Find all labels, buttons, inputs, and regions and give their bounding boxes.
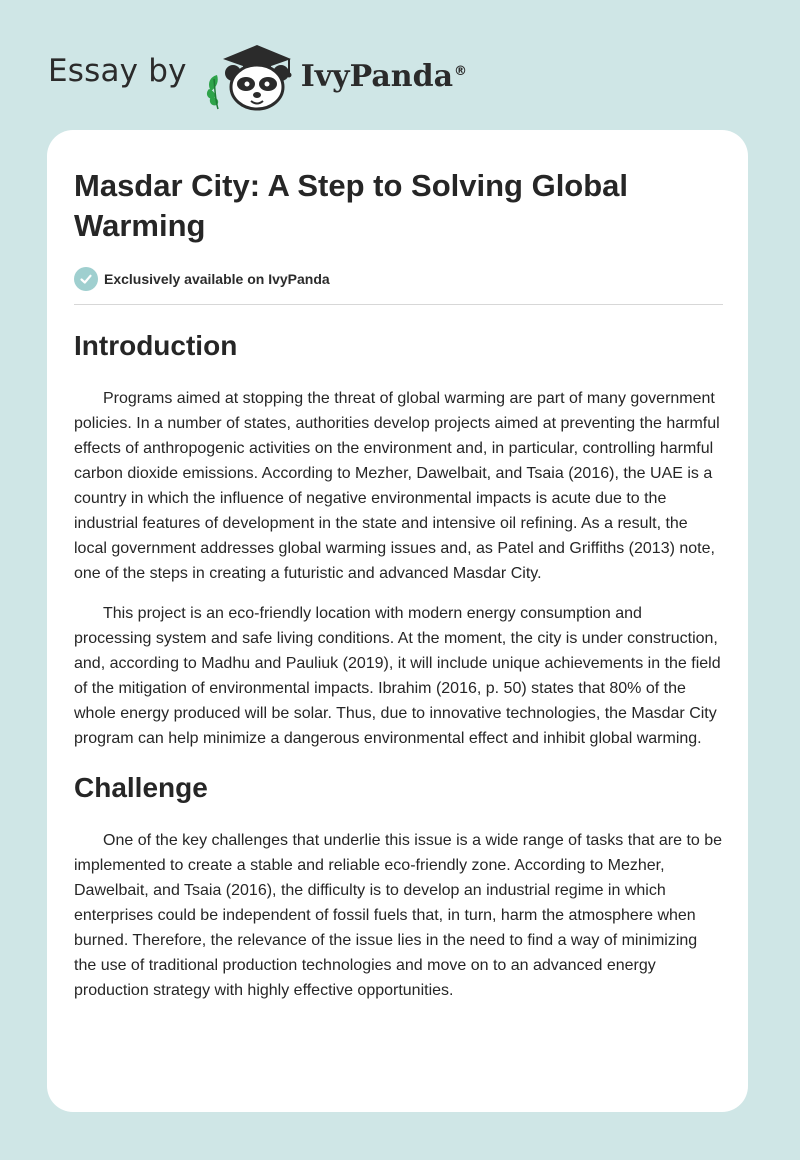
section-heading: Introduction (74, 330, 238, 361)
registered-mark: ® (454, 63, 468, 79)
leaf-icon (207, 75, 218, 109)
site-header (48, 36, 467, 116)
essay-content (74, 166, 723, 1018)
section-heading: Challenge (74, 772, 208, 803)
exclusive-badge (74, 267, 723, 305)
exclusive-label: Exclusively available on IvyPanda (104, 271, 330, 287)
essay-card (47, 130, 748, 1112)
section-introduction (74, 329, 723, 751)
brand-name[interactable] (301, 59, 467, 94)
paragraph: This project is an eco-friendly location with modern energy consumption and processing system and safe living conditions. At the moment, the city is under construction, and, according to Madhu and Pauliuk (2019), it will include unique achievements in the field of the mitigation of environmental impacts. Ibrahim (2016, p. 50) states that 80% of the whole energy produced will be solar. Thus, due to innovative technologies, the Masdar City program can help minimize a dangerous environmental effect and inhibit global warming. (74, 605, 721, 747)
panda-logo-icon[interactable] (205, 39, 299, 113)
brand-name-text: IvyPanda (300, 58, 454, 94)
brand-prefix: Essay by (48, 53, 187, 89)
paragraph: One of the key challenges that underlie this issue is a wide range of tasks that are to be implemented to create a stable and reliable eco-friendly zone. According to Mezher, Dawelbait, and Tsaia (2016), the difficulty is to develop an industrial regime in which enterprises could be independent of fossil fuels that, in turn, harm the atmosphere when burned. Therefore, the relevance of the issue lies in the need to find a way of minimizing the use of traditional production technologies and move on to an advanced energy production strategy with highly effective opportunities. (74, 832, 723, 999)
essay-title: Masdar City: A Step to Solving Global Warming (74, 168, 629, 243)
checkmark-icon (74, 267, 98, 291)
paragraph: Programs aimed at stopping the threat of global warming are part of many government policies. In a number of states, authorities develop projects aimed at preventing the harmful effects of anthropogenic activities on the environment and, in particular, controlling harmful carbon dioxide emissions. According to Mezher, Dawelbait, and Tsaia (2016), the UAE is a country in which the influence of negative environmental impacts is acute due to the industrial features of development in the state and intensive oil refining. As a result, the local government addresses global warming issues and, as Patel and Griffiths (2013) note, one of the steps in creating a futuristic and advanced Masdar City. (74, 390, 720, 582)
section-challenge (74, 771, 723, 1003)
